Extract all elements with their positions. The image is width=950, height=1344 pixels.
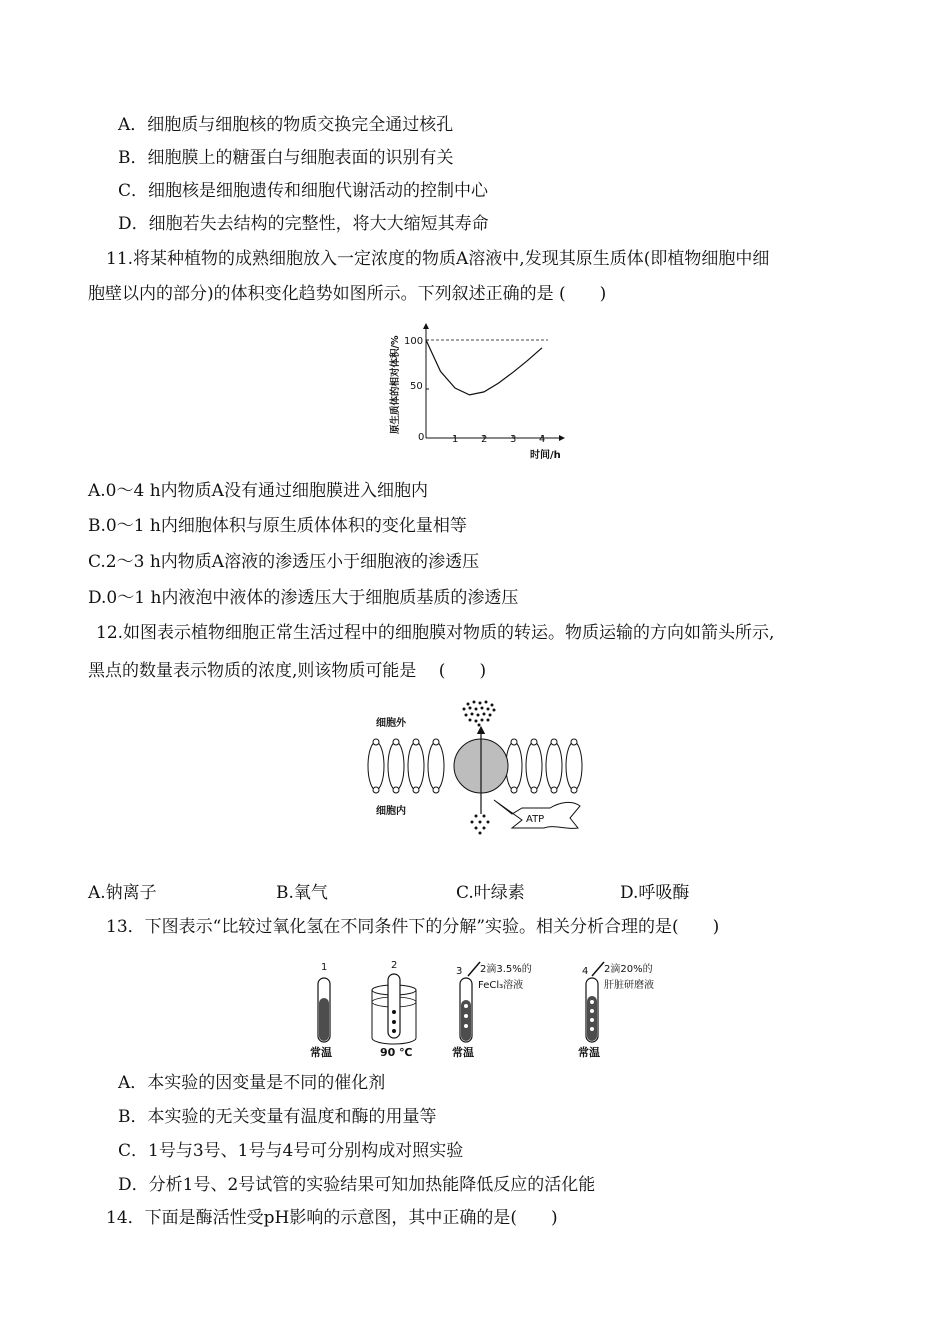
phospholipid — [546, 742, 562, 790]
solute-dot — [477, 714, 480, 717]
solute-dot — [475, 708, 478, 711]
tube1-number: 1 — [321, 962, 328, 973]
phospholipid-head — [571, 787, 577, 793]
x-tick-2: 2 — [481, 434, 488, 445]
q13-option-d: D．分析1号、2号试管的实验结果可知加热能降低反应的活化能 — [118, 1175, 596, 1195]
solute-dot — [478, 724, 481, 727]
solute-dot — [475, 720, 478, 723]
y-axis-label: 原生质体的相对体积/% — [390, 335, 401, 434]
tube1-liquid — [319, 998, 329, 1041]
q11-option-b: B.0～1 h内细胞体积与原生质体体积的变化量相等 — [88, 516, 467, 536]
q13-stem: 13．下图表示“比较过氧化氢在不同条件下的分解”实验。相关分析合理的是( ) — [106, 917, 720, 937]
x-tick-4: 4 — [539, 434, 546, 445]
phospholipid-head — [433, 787, 439, 793]
q13-option-c: C．1号与3号、1号与4号可分别构成对照实验 — [118, 1141, 464, 1161]
q12-stem-line1: 12.如图表示植物细胞正常生活过程中的细胞膜对物质的转运。物质运输的方向如箭头所示, — [96, 623, 775, 643]
q13-test-tubes-figure — [300, 956, 720, 1064]
q11-option-a: A.0～4 h内物质A没有通过细胞膜进入细胞内 — [88, 481, 428, 501]
solute-dot — [479, 821, 482, 824]
low-concentration-dots — [471, 815, 490, 835]
atp-label: ATP — [526, 814, 545, 825]
tube2-temp: 90 ℃ — [380, 1046, 413, 1059]
q11-volume-chart — [380, 318, 580, 466]
phospholipid-head — [531, 739, 537, 745]
solute-dot — [487, 708, 490, 711]
solute-dot — [479, 832, 482, 835]
q10-option-d: D．细胞若失去结构的完整性，将大大缩短其寿命 — [118, 214, 489, 234]
phospholipid-head — [413, 787, 419, 793]
phospholipid — [368, 742, 384, 790]
q13-option-b: B．本实验的无关变量有温度和酶的用量等 — [118, 1107, 437, 1127]
q11-option-c: C.2～3 h内物质A溶液的渗透压小于细胞液的渗透压 — [88, 552, 480, 572]
solute-dot — [481, 707, 484, 710]
solute-dot — [479, 702, 482, 705]
q11-stem-line1: 11.将某种植物的成熟细胞放入一定浓度的物质A溶液中,发现其原生质体(即植物细胞中细 — [106, 249, 770, 269]
phospholipid-head — [393, 787, 399, 793]
phospholipid-head — [551, 787, 557, 793]
phospholipid — [408, 742, 424, 790]
label-inside: 细胞内 — [376, 806, 406, 817]
tube4-reagent1: 2滴20%的 — [604, 964, 653, 975]
solute-dot — [483, 713, 486, 716]
q10-option-b: B．细胞膜上的糖蛋白与细胞表面的识别有关 — [118, 148, 454, 168]
phospholipid-head — [373, 739, 379, 745]
phospholipid — [526, 742, 542, 790]
q11-option-d: D.0～1 h内液泡中液体的渗透压大于细胞质基质的渗透压 — [88, 588, 519, 608]
y-tick-100: 100 — [404, 336, 424, 347]
solute-dot — [489, 714, 492, 717]
dropper4 — [592, 962, 604, 976]
x-tick-3: 3 — [510, 434, 517, 445]
solute-dot — [487, 821, 490, 824]
volume-curve — [426, 340, 542, 395]
q12-membrane-figure — [360, 696, 590, 844]
solute-dot — [469, 707, 472, 710]
phospholipid-head — [551, 739, 557, 745]
dropper3 — [468, 962, 480, 976]
solute-dot — [487, 719, 490, 722]
solute-dot — [493, 709, 496, 712]
phospholipid-head — [531, 787, 537, 793]
solute-dot — [471, 821, 474, 824]
q11-stem-line2: 胞壁以内的部分)的体积变化趋势如图所示。下列叙述正确的是 ( ) — [88, 284, 607, 304]
phospholipid-head — [433, 739, 439, 745]
phospholipid-head — [373, 787, 379, 793]
solute-dot — [473, 701, 476, 704]
phospholipid-head — [511, 739, 517, 745]
x-axis-label: 时间/h — [530, 450, 561, 461]
solute-dot — [483, 827, 486, 830]
solute-dot — [481, 719, 484, 722]
label-outside: 细胞外 — [376, 718, 406, 729]
q12-option-a: A.钠离子 — [88, 883, 157, 903]
phospholipid — [388, 742, 404, 790]
q13-option-a: A．本实验的因变量是不同的催化剂 — [118, 1073, 386, 1093]
phospholipid — [428, 742, 444, 790]
q12-option-c: C.叶绿素 — [456, 883, 525, 903]
q12-option-d: D.呼吸酶 — [620, 883, 690, 903]
solute-dot — [491, 704, 494, 707]
solute-dot — [463, 708, 466, 711]
tube3-temp: 常温 — [452, 1046, 474, 1059]
q10-option-c: C．细胞核是细胞遗传和细胞代谢活动的控制中心 — [118, 181, 489, 201]
solute-dot — [485, 701, 488, 704]
tube3-number: 3 — [456, 966, 463, 977]
solute-dot — [465, 714, 468, 717]
q12-stem-line2: 黑点的数量表示物质的浓度,则该物质可能是 ( ) — [88, 661, 487, 681]
solute-dot — [483, 815, 486, 818]
tube4-reagent2: 肝脏研磨液 — [604, 980, 654, 991]
tube4-temp: 常温 — [578, 1046, 600, 1059]
tube2-number: 2 — [391, 960, 398, 971]
tube3-reagent2: FeCl₃溶液 — [478, 980, 524, 991]
tube4-number: 4 — [582, 966, 589, 977]
tube1-temp: 常温 — [310, 1046, 332, 1059]
q14-stem: 14．下面是酶活性受pH影响的示意图，其中正确的是( ) — [106, 1208, 558, 1228]
phospholipid-head — [511, 787, 517, 793]
solute-dot — [475, 815, 478, 818]
x-tick-1: 1 — [452, 434, 459, 445]
q12-option-b: B.氧气 — [276, 883, 328, 903]
solute-dot — [471, 713, 474, 716]
phospholipid-head — [413, 739, 419, 745]
q10-option-a: A．细胞质与细胞核的物质交换完全通过核孔 — [118, 115, 454, 135]
phospholipid-head — [571, 739, 577, 745]
tube3-reagent1: 2滴3.5%的 — [480, 964, 532, 975]
solute-dot — [475, 827, 478, 830]
high-concentration-dots — [463, 701, 496, 727]
x-tick-0: 0 — [418, 432, 425, 443]
phospholipid-head — [393, 739, 399, 745]
solute-dot — [467, 703, 470, 706]
phospholipid — [566, 742, 582, 790]
solute-dot — [469, 719, 472, 722]
y-tick-50: 50 — [410, 381, 423, 392]
tube2 — [388, 974, 400, 1038]
